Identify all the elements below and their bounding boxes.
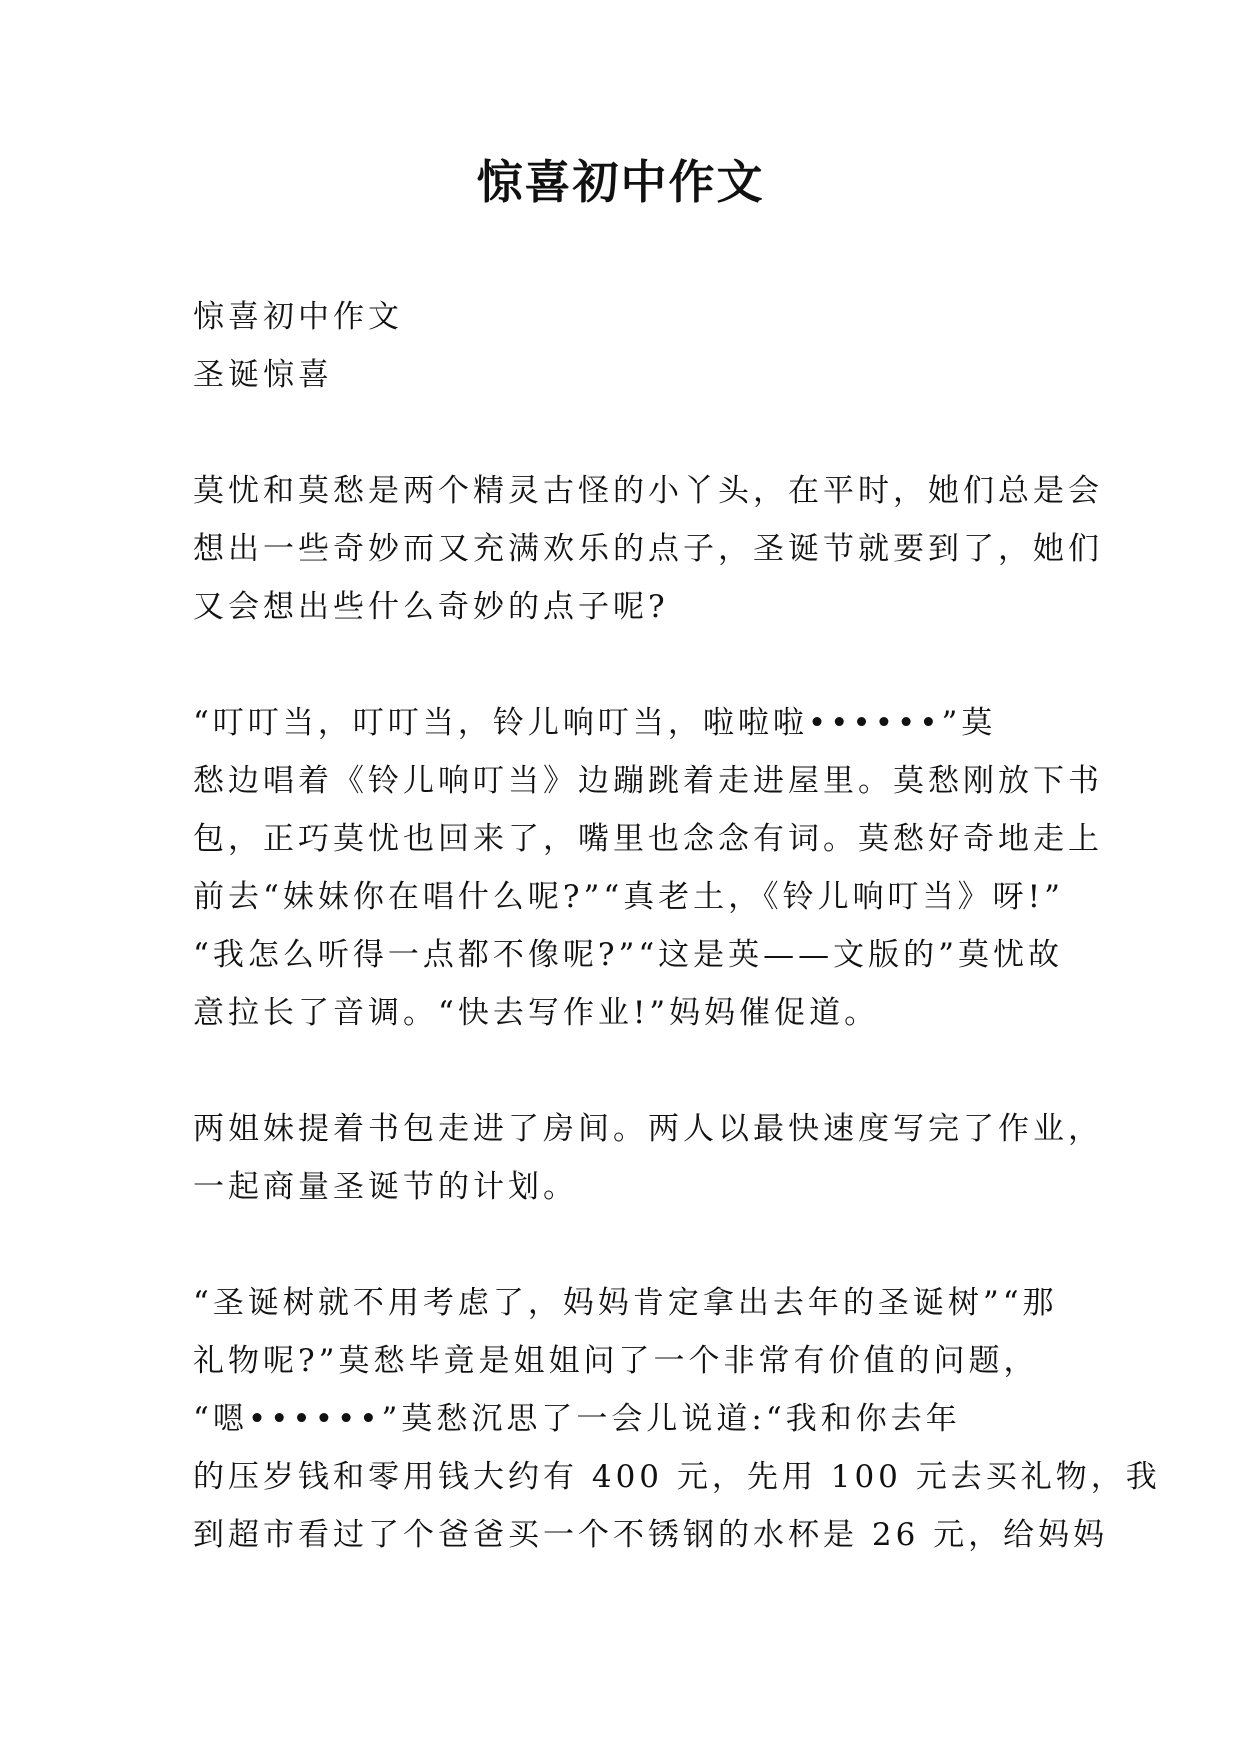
essay-heading: 圣诞惊喜 — [193, 357, 333, 393]
paragraph-gap — [193, 636, 1063, 694]
paragraph-line: “我怎么听得一点都不像呢?”“这是英——文版的”莫忧故 — [193, 937, 1064, 973]
paragraph-2 — [193, 694, 1103, 1042]
paragraph-line: 又会想出些什么奇妙的点子呢? — [193, 589, 669, 625]
paragraph-line: 意拉长了音调。“快去写作业!”妈妈催促道。 — [193, 995, 880, 1031]
paragraph-line: 前去“妹妹你在唱什么呢?”“真老土，《铃儿响叮当》呀!” — [193, 879, 1064, 915]
paragraph-line: 想出一些奇妙而又充满欢乐的点子，圣诞节就要到了，她们 — [193, 531, 1103, 567]
paragraph-line: 莫忧和莫愁是两个精灵古怪的小丫头，在平时，她们总是会 — [193, 473, 1103, 509]
paragraph-gap — [193, 1042, 1063, 1100]
document-body — [193, 288, 1161, 1564]
paragraph-4 — [193, 1274, 1161, 1564]
paragraph-gap — [193, 404, 1063, 462]
document-subtitle: 惊喜初中作文 — [193, 299, 403, 335]
paragraph-line: 一起商量圣诞节的计划。 — [193, 1169, 578, 1205]
paragraph-line: 两姐妹提着书包走进了房间。两人以最快速度写完了作业， — [193, 1111, 1103, 1147]
paragraph-line: “圣诞树就不用考虑了，妈妈肯定拿出去年的圣诞树”“那 — [193, 1285, 1058, 1321]
paragraph-line: 包，正巧莫忧也回来了，嘴里也念念有词。莫愁好奇地走上 — [193, 821, 1103, 857]
paragraph-line: 愁边唱着《铃儿响叮当》边蹦跳着走进屋里。莫愁刚放下书 — [193, 763, 1103, 799]
paragraph-line: “嗯••••••”莫愁沉思了一会儿说道:“我和你去年 — [193, 1401, 961, 1437]
paragraph-line: 的压岁钱和零用钱大约有 400 元，先用 100 元去买礼物，我 — [193, 1459, 1161, 1495]
paragraph-gap — [193, 1216, 1063, 1274]
paragraph-1 — [193, 462, 1103, 636]
document-title: 惊喜初中作文 — [476, 155, 765, 209]
paragraph-line: “叮叮当，叮叮当，铃儿响叮当，啦啦啦••••••”莫 — [193, 705, 997, 741]
paragraph-3 — [193, 1100, 1103, 1216]
paragraph-line: 礼物呢?”莫愁毕竟是姐姐问了一个非常有价值的问题， — [193, 1343, 1039, 1379]
paragraph-line: 到超市看过了个爸爸买一个不锈钢的水杯是 26 元，给妈妈 — [193, 1517, 1109, 1553]
